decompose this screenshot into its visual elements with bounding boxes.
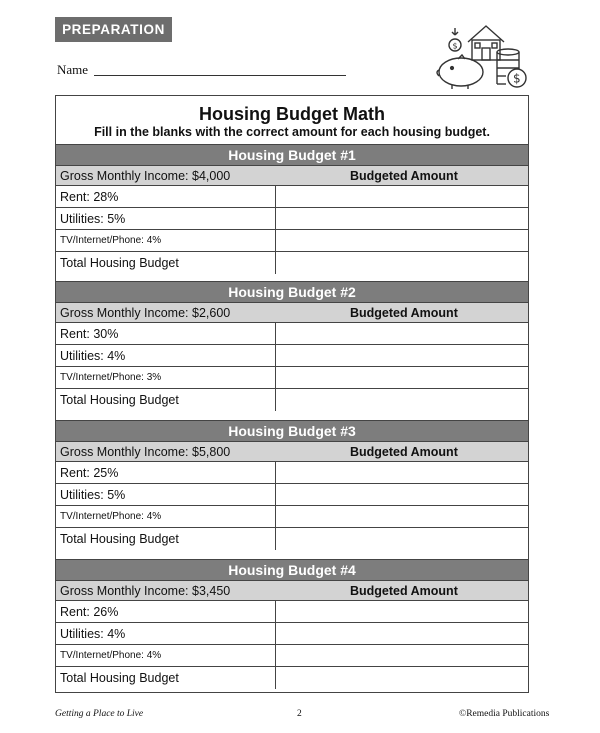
rent-amount-blank[interactable] — [276, 601, 528, 622]
table-row — [56, 484, 528, 506]
table-row — [56, 186, 528, 208]
income-row — [56, 166, 528, 186]
table-row — [56, 462, 528, 484]
name-input-line[interactable] — [94, 75, 346, 76]
name-label: Name — [57, 62, 89, 77]
table-row — [56, 623, 528, 645]
utilities-amount-blank[interactable] — [276, 345, 528, 366]
tv-internet-phone-label: TV/Internet/Phone: 3% — [56, 367, 276, 388]
worksheet-instructions: Fill in the blanks with the correct amount for each housing budget. — [94, 125, 490, 139]
table-row — [56, 230, 528, 252]
budget-heading: Housing Budget #4 — [56, 559, 528, 581]
footer-page-number: 2 — [297, 709, 302, 719]
amount-column-header: Budgeted Amount — [350, 305, 458, 320]
section-badge: PREPARATION — [55, 17, 172, 42]
savings-illustration — [428, 10, 538, 90]
amount-column-header: Budgeted Amount — [350, 168, 458, 183]
table-row — [56, 367, 528, 389]
budget-heading: Housing Budget #3 — [56, 420, 528, 442]
utilities-label: Utilities: 4% — [56, 623, 276, 644]
table-row — [56, 645, 528, 667]
income-label: Gross Monthly Income: $3,450 — [60, 583, 231, 598]
utilities-label: Utilities: 5% — [56, 484, 276, 505]
tv-internet-phone-label: TV/Internet/Phone: 4% — [56, 506, 276, 527]
amount-column-header: Budgeted Amount — [350, 583, 458, 598]
table-row — [56, 323, 528, 345]
rent-label: Rent: 28% — [56, 186, 276, 207]
rent-amount-blank[interactable] — [276, 323, 528, 344]
tv-internet-phone-amount-blank[interactable] — [276, 645, 528, 666]
table-row — [56, 208, 528, 230]
total-label: Total Housing Budget — [56, 667, 276, 689]
footer-publisher: ©Remedia Publications — [459, 709, 550, 719]
table-row — [56, 389, 528, 411]
utilities-amount-blank[interactable] — [276, 623, 528, 644]
budget-section-4 — [56, 559, 528, 689]
tv-internet-phone-amount-blank[interactable] — [276, 230, 528, 251]
total-label: Total Housing Budget — [56, 389, 276, 411]
dollar-coin-icon — [508, 69, 526, 87]
table-row — [56, 252, 528, 274]
rent-amount-blank[interactable] — [276, 462, 528, 483]
utilities-label: Utilities: 5% — [56, 208, 276, 229]
tv-internet-phone-label: TV/Internet/Phone: 4% — [56, 230, 276, 251]
budget-section-3 — [56, 420, 528, 550]
utilities-amount-blank[interactable] — [276, 484, 528, 505]
budget-heading: Housing Budget #2 — [56, 281, 528, 303]
tv-internet-phone-amount-blank[interactable] — [276, 506, 528, 527]
income-row — [56, 303, 528, 323]
rent-label: Rent: 25% — [56, 462, 276, 483]
budget-section-2 — [56, 281, 528, 411]
svg-text:$: $ — [513, 71, 521, 86]
worksheet-title: Housing Budget Math — [199, 104, 385, 124]
table-row — [56, 601, 528, 623]
income-row — [56, 442, 528, 462]
svg-text:$: $ — [452, 41, 458, 51]
income-label: Gross Monthly Income: $5,800 — [60, 444, 231, 459]
utilities-amount-blank[interactable] — [276, 208, 528, 229]
rent-amount-blank[interactable] — [276, 186, 528, 207]
income-label: Gross Monthly Income: $2,600 — [60, 305, 231, 320]
utilities-label: Utilities: 4% — [56, 345, 276, 366]
budget-section-1 — [56, 144, 528, 274]
income-label: Gross Monthly Income: $4,000 — [60, 168, 231, 183]
income-row — [56, 581, 528, 601]
total-amount-blank[interactable] — [276, 667, 528, 689]
total-amount-blank[interactable] — [276, 389, 528, 411]
table-row — [56, 528, 528, 550]
table-row — [56, 506, 528, 528]
tv-internet-phone-label: TV/Internet/Phone: 4% — [56, 645, 276, 666]
total-amount-blank[interactable] — [276, 528, 528, 550]
tv-internet-phone-amount-blank[interactable] — [276, 367, 528, 388]
dollar-coin-icon — [449, 28, 461, 51]
footer-book-title: Getting a Place to Live — [55, 709, 144, 719]
worksheet — [55, 95, 529, 693]
table-row — [56, 667, 528, 689]
amount-column-header: Budgeted Amount — [350, 444, 458, 459]
rent-label: Rent: 30% — [56, 323, 276, 344]
table-row — [56, 345, 528, 367]
total-amount-blank[interactable] — [276, 252, 528, 274]
total-label: Total Housing Budget — [56, 252, 276, 274]
house-icon — [468, 26, 504, 60]
rent-label: Rent: 26% — [56, 601, 276, 622]
total-label: Total Housing Budget — [56, 528, 276, 550]
budget-heading: Housing Budget #1 — [56, 144, 528, 166]
